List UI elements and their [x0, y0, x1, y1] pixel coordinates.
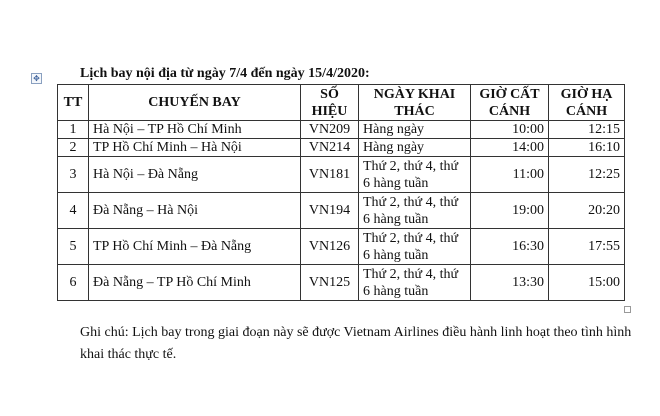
departure-time-cell: 11:00 — [471, 157, 549, 193]
departure-time-cell: 19:00 — [471, 193, 549, 229]
route-cell: Đà Nẵng – TP Hồ Chí Minh — [89, 265, 301, 301]
table-move-handle-icon[interactable]: ✥ — [31, 73, 42, 84]
operating-days-cell: Thứ 2, thứ 4, thứ 6 hàng tuần — [359, 193, 471, 229]
route-cell: TP Hồ Chí Minh – Đà Nẵng — [89, 229, 301, 265]
row-number-cell: 6 — [58, 265, 89, 301]
flight-number-cell: VN181 — [301, 157, 359, 193]
flight-number-cell: VN125 — [301, 265, 359, 301]
table-row — [58, 121, 625, 139]
footnote: Ghi chú: Lịch bay trong giai đoạn này sẽ được Vietnam Airlines điều hành linh hoạt theo tình hình khai thác thực tế. — [80, 325, 632, 362]
table-row — [58, 139, 625, 157]
arrival-time-cell: 12:15 — [549, 121, 625, 139]
route-cell: TP Hồ Chí Minh – Hà Nội — [89, 139, 301, 157]
table-row — [58, 229, 625, 265]
flight-number-cell: VN194 — [301, 193, 359, 229]
arrival-time-cell: 17:55 — [549, 229, 625, 265]
arrival-time-cell: 12:25 — [549, 157, 625, 193]
header-flight-number: SỐ HIỆU — [301, 85, 359, 121]
route-cell: Đà Nẵng – Hà Nội — [89, 193, 301, 229]
operating-days-cell: Thứ 2, thứ 4, thứ 6 hàng tuần — [359, 265, 471, 301]
flight-number-cell: VN126 — [301, 229, 359, 265]
table-header-row — [58, 85, 625, 121]
table-row — [58, 265, 625, 301]
flight-number-cell: VN209 — [301, 121, 359, 139]
header-flight: CHUYẾN BAY — [89, 85, 301, 121]
arrival-time-cell: 16:10 — [549, 139, 625, 157]
operating-days-cell: Thứ 2, thứ 4, thứ 6 hàng tuần — [359, 157, 471, 193]
flight-number-cell: VN214 — [301, 139, 359, 157]
arrival-time-cell: 15:00 — [549, 265, 625, 301]
row-number-cell: 3 — [58, 157, 89, 193]
arrival-time-cell: 20:20 — [549, 193, 625, 229]
operating-days-cell: Hàng ngày — [359, 139, 471, 157]
departure-time-cell: 13:30 — [471, 265, 549, 301]
row-number-cell: 4 — [58, 193, 89, 229]
row-number-cell: 5 — [58, 229, 89, 265]
row-number-cell: 2 — [58, 139, 89, 157]
header-arrival-time: GIỜ HẠ CÁNH — [549, 85, 625, 121]
operating-days-cell: Hàng ngày — [359, 121, 471, 139]
departure-time-cell: 14:00 — [471, 139, 549, 157]
document-heading: Lịch bay nội địa từ ngày 7/4 đến ngày 15/4/2020: — [80, 66, 370, 81]
header-operating-days: NGÀY KHAI THÁC — [359, 85, 471, 121]
route-cell: Hà Nội – TP Hồ Chí Minh — [89, 121, 301, 139]
route-cell: Hà Nội – Đà Nẵng — [89, 157, 301, 193]
row-number-cell: 1 — [58, 121, 89, 139]
table-row — [58, 157, 625, 193]
table-row — [58, 193, 625, 229]
departure-time-cell: 10:00 — [471, 121, 549, 139]
header-departure-time: GIỜ CẤT CÁNH — [471, 85, 549, 121]
flight-schedule-table — [57, 84, 625, 301]
table-resize-handle-icon[interactable] — [624, 306, 631, 313]
header-tt: TT — [58, 85, 89, 121]
operating-days-cell: Thứ 2, thứ 4, thứ 6 hàng tuần — [359, 229, 471, 265]
departure-time-cell: 16:30 — [471, 229, 549, 265]
